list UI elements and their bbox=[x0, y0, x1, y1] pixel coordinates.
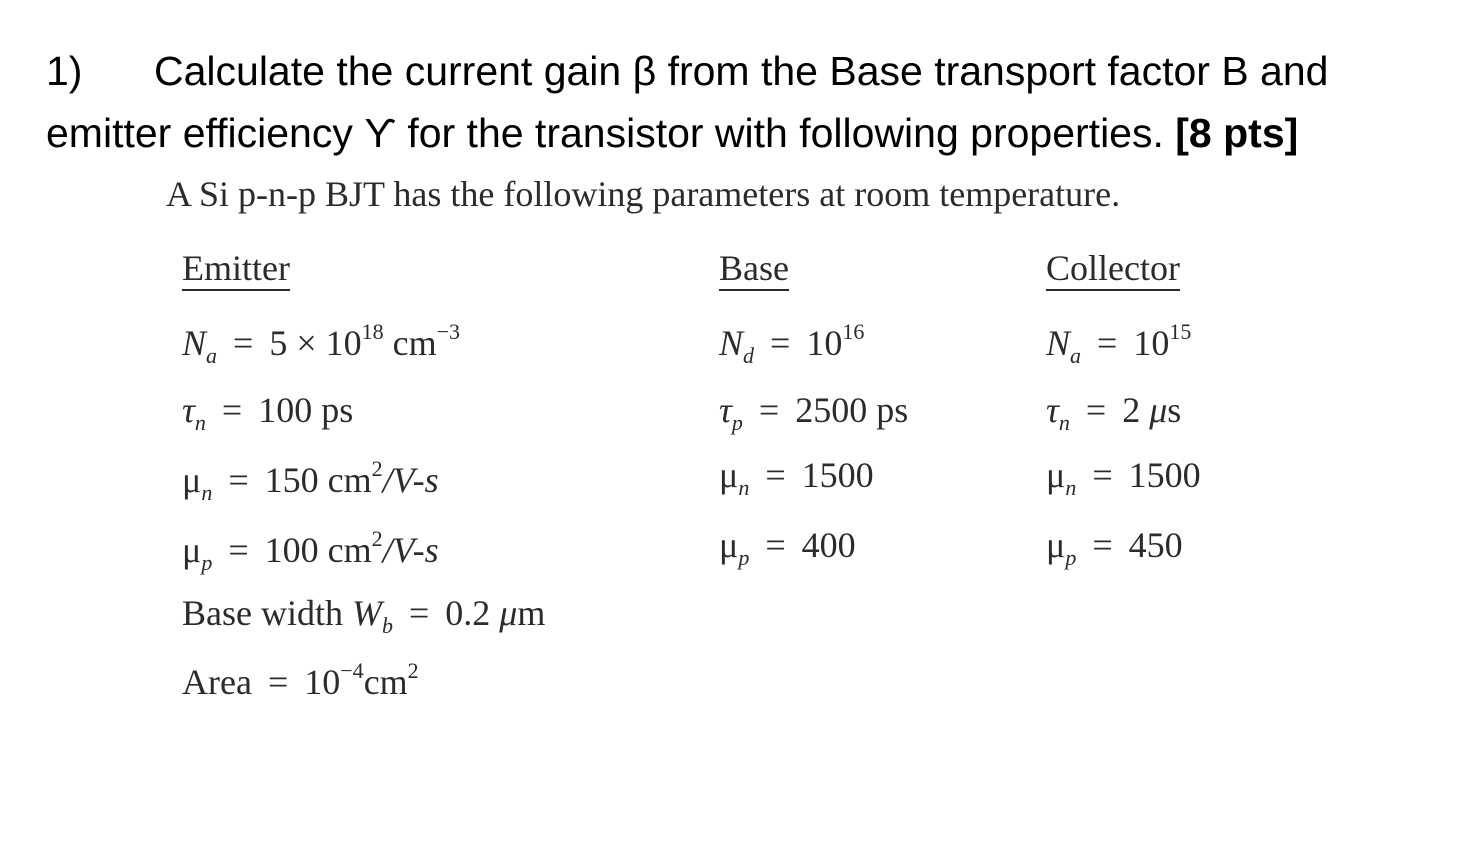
question-points: [8 pts] bbox=[1175, 110, 1299, 156]
collector-header: Collector bbox=[1046, 248, 1180, 291]
area: Area = $10^{-4}cm^2$ bbox=[182, 658, 419, 702]
base-nd: $N_d = 10^{16}$ bbox=[719, 319, 865, 368]
base-header: Base bbox=[719, 248, 789, 291]
question-text bbox=[46, 40, 1426, 164]
collector-na: $N_a = 10^{15}$ bbox=[1046, 319, 1192, 368]
question-number: 1) bbox=[46, 48, 83, 94]
base-tau: $\tau_p = 2500$ ps bbox=[719, 390, 909, 435]
base-mup: $\mu_p = 400$ bbox=[719, 525, 856, 570]
emitter-mup: $\mu_p = 100$ $cm^2/V-s$ bbox=[182, 526, 439, 575]
intro-sentence: A Si p-n-p BJT has the following parameters at room temperature. bbox=[166, 174, 1121, 214]
collector-mup: $\mu_p = 450$ bbox=[1046, 525, 1183, 570]
collector-tau: $\tau_n = 2$ μs bbox=[1046, 390, 1182, 435]
emitter-tau: $\tau_n = 100$ ps bbox=[182, 390, 354, 435]
base-width: Base width $W_b = 0.2$ μm bbox=[182, 593, 546, 638]
base-mun: $\mu_n = 1500$ bbox=[719, 455, 874, 500]
emitter-mun: $\mu_n = 150$ $cm^2/V-s$ bbox=[182, 456, 439, 505]
collector-mun: $\mu_n = 1500$ bbox=[1046, 455, 1201, 500]
emitter-na: $N_a = 5 \times 10^{18}$ $cm^{-3}$ bbox=[182, 319, 461, 368]
question-body: Calculate the current gain β from the Base transport factor B and emitter efficiency ϒ for the transistor with following properties. bbox=[46, 48, 1329, 156]
emitter-header: Emitter bbox=[182, 248, 290, 291]
